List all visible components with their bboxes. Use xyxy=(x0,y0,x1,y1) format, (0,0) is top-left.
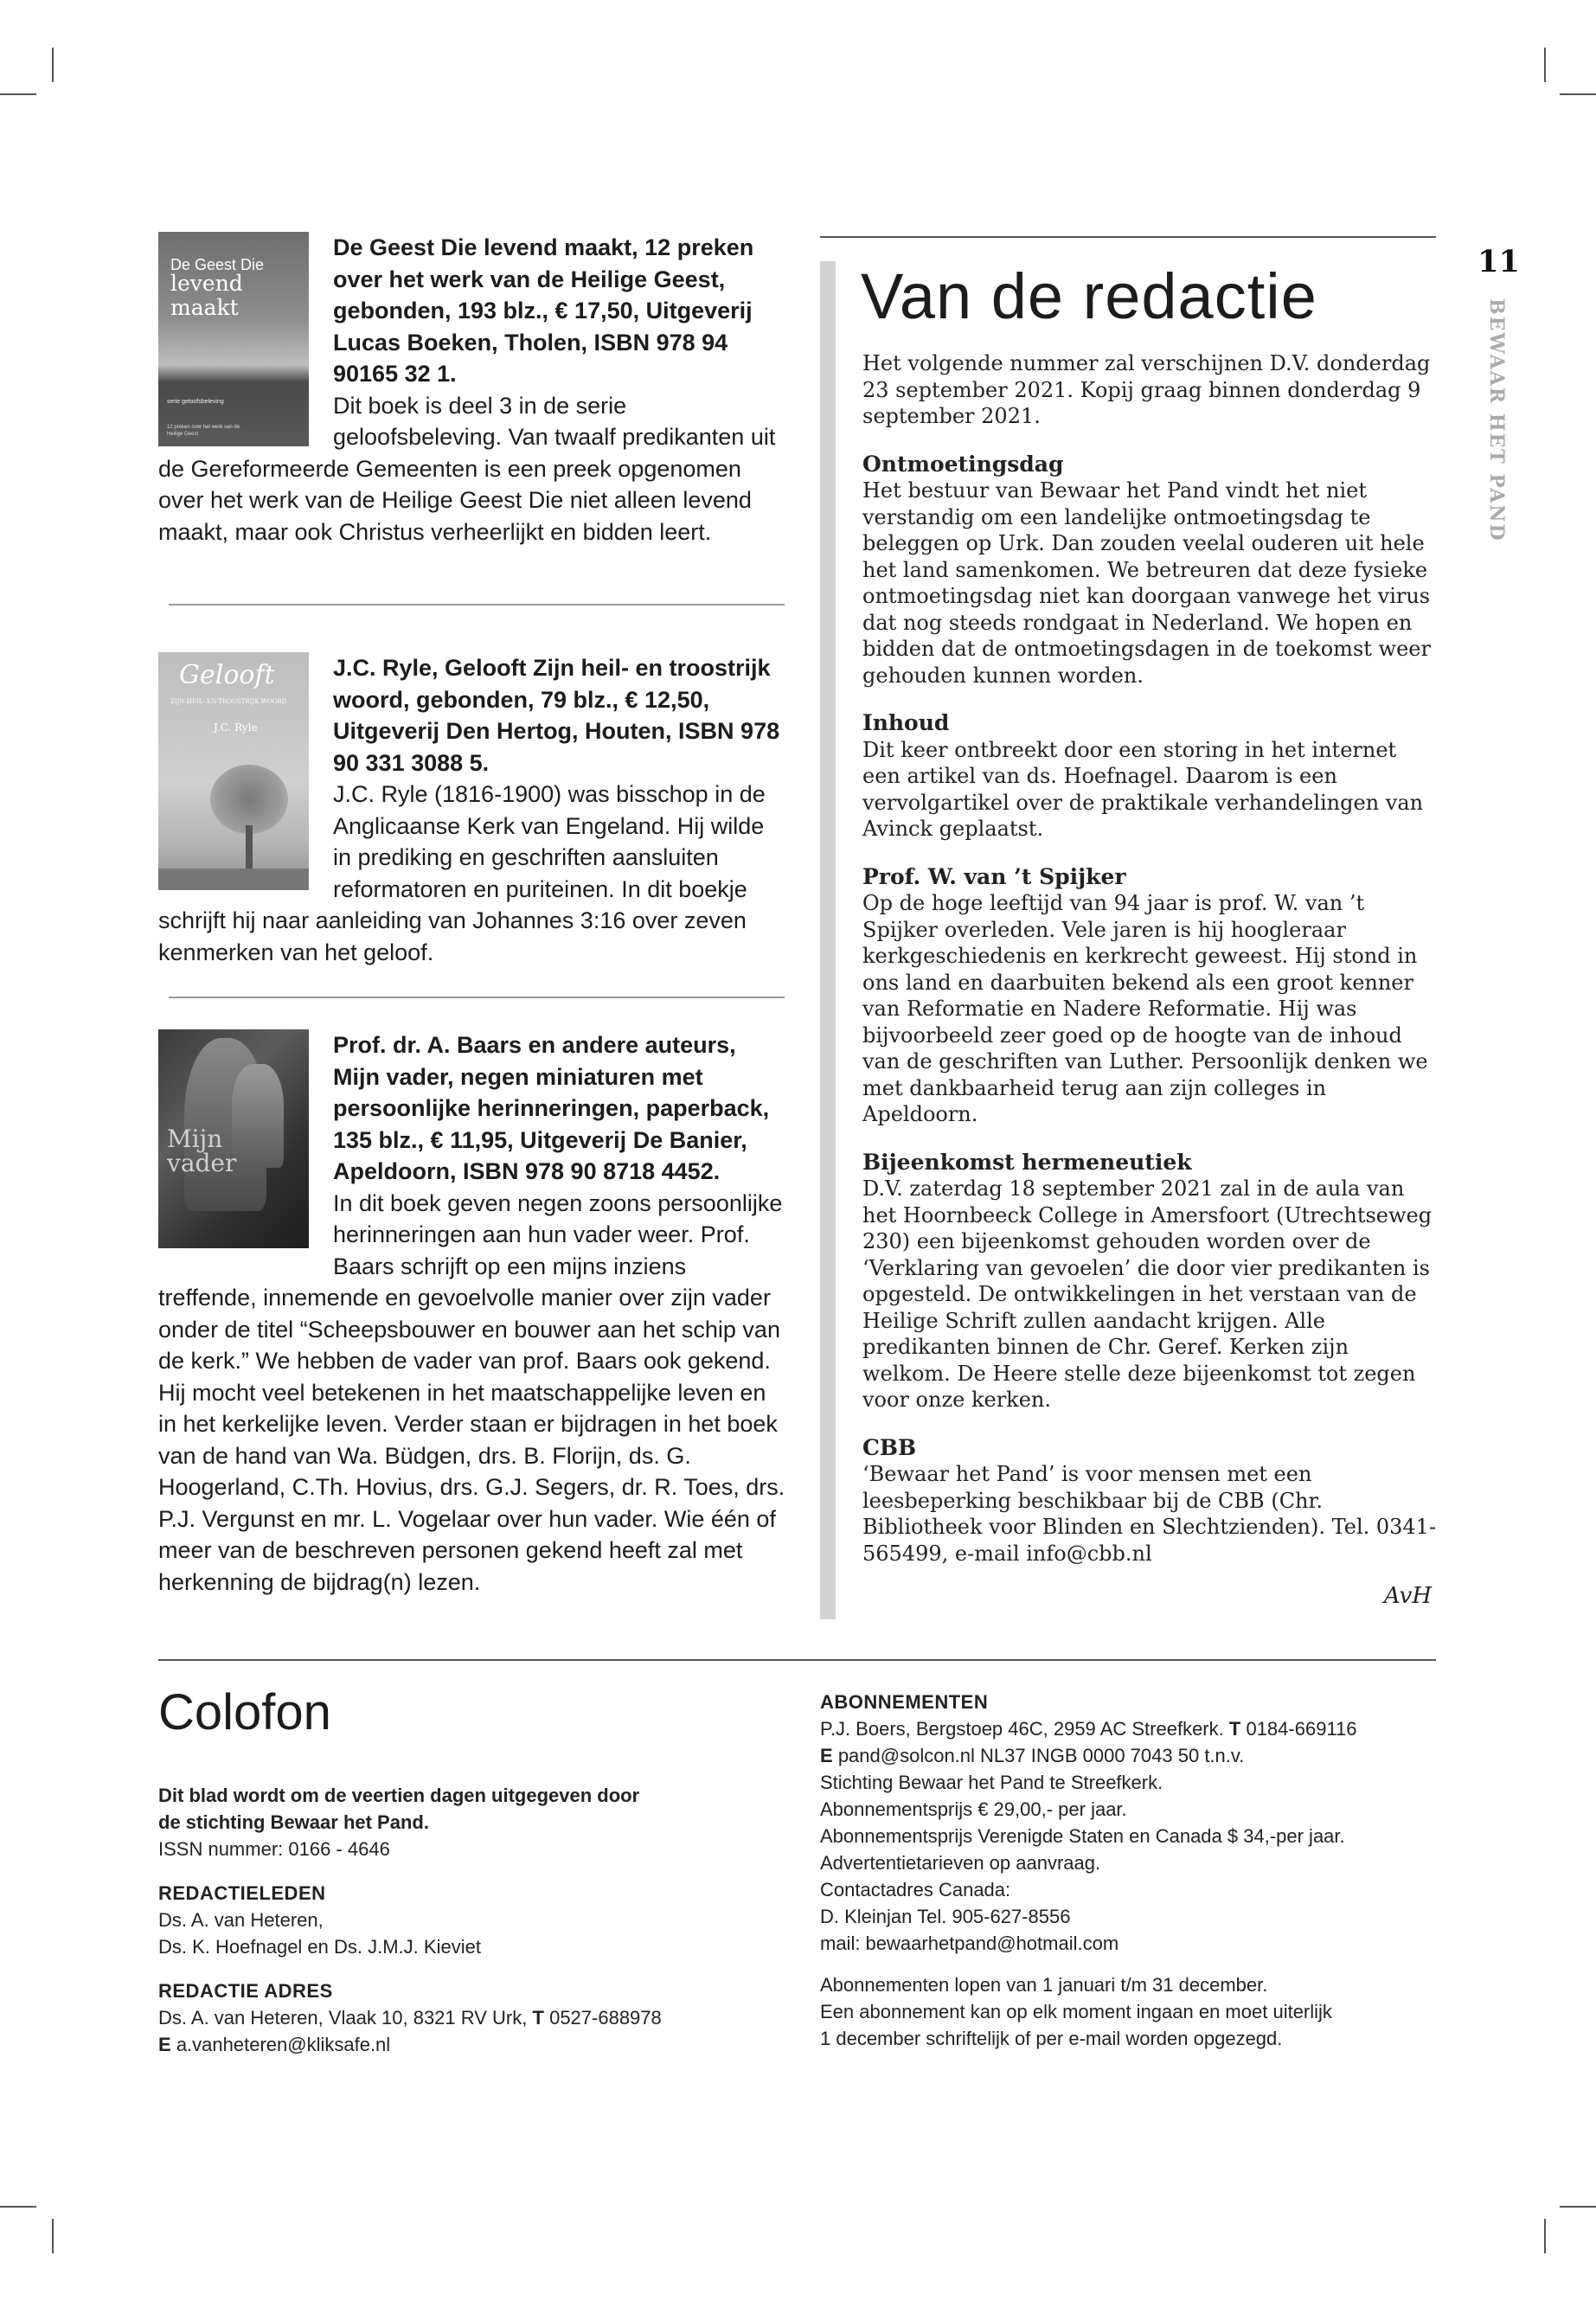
abonnementen-line: mail: bewaarhetpand@hotmail.com xyxy=(820,1932,1119,1954)
cover-subtitle: ZIJN HEIL- EN TROOSTRIJK WOORD xyxy=(170,698,287,705)
redactie-email: E a.vanheteren@kliksafe.nl xyxy=(158,2034,391,2055)
issn: ISSN nummer: 0166 - 4646 xyxy=(158,1838,390,1860)
review-text: In dit boek geven negen zoons persoonlijke herinneringen aan hun vader weer. Prof. Baars schrijft op een mijns inziens treffende, innemende en gevoelvolle manier over zijn vader onder de titel “Scheepsbouwer en bouwer aan het schip van de kerk.” We hebben de vader van prof. Baars ook gekend. Hij mocht veel betekenen in het maatschappelijke leven en in het kerkelijke leven. Verder staan er bijdragen in het boek van de hand van Wa. Büdgen, drs. B. Florijn, ds. G. Hoogerland, C.Th. Hovius, drs. G.J. Segers, dr. R. Toes, drs. P.J. Vergunst en mr. L. Vogelaar over hun vader. Wie één of meer van de beschreven personen gekend heeft zal met herkenning de bijdrag(n) lezen. xyxy=(158,1189,785,1595)
redactie-intro: Het volgende nummer zal verschijnen D.V. donderdag 23 september 2021. Kopij graag binnen donderdag 9 september 2021. xyxy=(862,351,1431,428)
book-cover-1 xyxy=(158,232,309,446)
book-review-3 xyxy=(158,1029,785,1598)
redactie-sidebar-bar xyxy=(820,261,836,1619)
section-title: Ontmoetingsdag xyxy=(862,451,1064,477)
section-text: D.V. zaterdag 18 september 2021 zal in de aula van het Hoornbeeck College in Amersfoort (Utrechtseweg 230) een bijeenkomst gehouden worden over de ‘Verklaring van gevoelen’ die door vier predikanten is opgesteld. De ontwikkelingen in het verstaan van de Heilige Schrift zullen aandacht krijgen. Alle predikanten binnen de Chr. Geref. Kerken zijn welkom. De Heere stelle deze bijeenkomst tot zegen voor onze kerken. xyxy=(862,1176,1433,1412)
review-title: De Geest Die levend maakt, 12 preken over het werk van de Heilige Geest, gebonden, 193 blz., € 17,50, Uitgeverij Lucas Boeken, Tholen, ISBN 978 94 90165 32 1. xyxy=(333,234,754,387)
abonnementen-line: Contactadres Canada: xyxy=(820,1879,1011,1900)
redactieleden: Ds. K. Hoefnagel en Ds. J.M.J. Kieviet xyxy=(158,1936,481,1958)
section-title: CBB xyxy=(862,1434,917,1460)
crop-mark xyxy=(0,2206,36,2208)
book-review-1 xyxy=(158,232,785,548)
colofon-rule xyxy=(158,1659,1436,1661)
crop-mark xyxy=(52,2219,54,2253)
book-cover-2 xyxy=(158,652,309,890)
crop-mark xyxy=(52,48,54,82)
redactieleden: Ds. A. van Heteren, xyxy=(158,1909,324,1931)
tree-image xyxy=(210,765,288,834)
redactie-adres: Ds. A. van Heteren, Vlaak 10, 8321 RV Urk, T 0527-688978 xyxy=(158,2007,662,2029)
abonnementen-line: Abonnementsprijs Verenigde Staten en Canada $ 34,-per jaar. xyxy=(820,1825,1345,1847)
section-title: Prof. W. van ’t Spijker xyxy=(862,863,1126,889)
crop-mark xyxy=(1560,2206,1596,2208)
abonnementen-address: P.J. Boers, Bergstoep 46C, 2959 AC Streefkerk. T 0184-669116 xyxy=(820,1718,1357,1740)
section-text: Dit keer ontbreekt door een storing in het internet een artikel van ds. Hoefnagel. Daarom is een vervolgartikel over de praktikale verhandelingen van Avinck geplaatst. xyxy=(862,737,1424,841)
abonnementen-line: Abonnementsprijs € 29,00,- per jaar. xyxy=(820,1798,1127,1820)
crop-mark xyxy=(1560,93,1596,95)
cover-subtitle: 12 preken over het werk van de Heilige Geest xyxy=(167,425,240,437)
ground xyxy=(158,868,309,890)
review-title: J.C. Ryle, Gelooft Zijn heil- en troostrijk woord, gebonden, 79 blz., € 12,50, Uitgeverij Den Hertog, Houten, ISBN 978 90 331 3088 5. xyxy=(333,655,780,776)
abonnementen-line: Advertentietarieven op aanvraag. xyxy=(820,1852,1101,1874)
redactie-heading: Van de redactie xyxy=(861,260,1317,332)
cover-title: Mijn xyxy=(167,1125,223,1153)
colofon-left xyxy=(158,1782,764,2058)
abonnementen-note: Abonnementen lopen van 1 januari t/m 31 december. xyxy=(820,1974,1268,1996)
book-review-2 xyxy=(158,652,785,968)
cover-title: De Geest Die xyxy=(170,256,265,273)
colofon-heading: Colofon xyxy=(158,1684,331,1740)
running-head: BEWAAR HET PAND xyxy=(1485,298,1508,542)
review-title: Prof. dr. A. Baars en andere auteurs, Mijn vader, negen miniaturen met persoonlijke herinneringen, paperback, 135 blz., € 11,95, Uitgeverij De Banier, Apeldoorn, ISBN 978 90 8718 4452. xyxy=(333,1032,770,1184)
review-text: J.C. Ryle (1816-1900) was bisschop in de Anglicaanse Kerk van Engeland. Hij wilde in prediking en geschriften aansluiten reformatoren en puriteinen. In dit boekje schrijft hij naar aanleiding van Johannes 3:16 over zeven kenmerken van het geloof. xyxy=(158,781,766,965)
cover-title: levend maakt xyxy=(170,271,243,320)
abonnementen-line: D. Kleinjan Tel. 905-627-8556 xyxy=(820,1906,1071,1927)
abonnementen-note: Een abonnement kan op elk moment ingaan en moet uiterlijk xyxy=(820,2001,1332,2022)
abonnementen-line: Stichting Bewaar het Pand te Streefkerk. xyxy=(820,1772,1163,1793)
abonnementen-email: E pand@solcon.nl NL37 INGB 0000 7043 50 t.n.v. xyxy=(820,1745,1245,1766)
redactie-adres-label: REDACTIE ADRES xyxy=(158,1980,333,2002)
section-title: Inhoud xyxy=(862,710,950,735)
cover-title: Gelooft xyxy=(179,660,275,690)
separator xyxy=(169,997,785,998)
colofon-right xyxy=(820,1689,1439,2052)
redactieleden-label: REDACTIELEDEN xyxy=(158,1882,326,1904)
abonnementen-note: 1 december schriftelijk of per e-mail worden opgezegd. xyxy=(820,2028,1283,2049)
section-title: Bijeenkomst hermeneutiek xyxy=(862,1149,1192,1175)
signature: AvH xyxy=(1383,1583,1432,1609)
abonnementen-label: ABONNEMENTEN xyxy=(820,1691,989,1713)
section-text: Op de hoge leeftijd van 94 jaar is prof. W. van ’t Spijker overleden. Vele jaren is hij hoogleraar kerkgeschiedenis en kerkrecht geweest. Hij stond in ons land en daarbuiten bekend als een groot kenner van Reformatie en Nadere Reformatie. Hij was bijvoorbeeld zeer goed op de hoogte van de inhoud van de geschriften van Luther. Persoonlijk denken we met dankbaarheid terug aan zijn colleges in Apeldoorn. xyxy=(862,891,1428,1126)
crop-mark xyxy=(0,93,36,95)
section-text: Het bestuur van Bewaar het Pand vindt het niet verstandig om een landelijke ontmoetingsdag te beleggen op Urk. Dan zouden veelal ouderen uit hele het land samenkomen. We betreuren dat deze fysieke ontmoetingsdag niet kan doorgaan vanwege het virus dat nog steeds rondgaat in Nederland. We hopen en bidden dat de ontmoetingsdagen in de toekomst weer gehouden kunnen worden. xyxy=(862,478,1431,688)
colofon-intro: Dit blad wordt om de veertien dagen uitgegeven door xyxy=(158,1785,640,1806)
review-text: Dit boek is deel 3 in de serie geloofsbeleving. Van twaalf predikanten uit de Gereformeerde Gemeenten is een preek opgenomen over het werk van de Heilige Geest Die niet alleen levend maakt, maar ook Christus verheerlijkt en bidden leert. xyxy=(158,392,776,545)
colofon-intro: de stichting Bewaar het Pand. xyxy=(158,1811,429,1833)
cover-title: vader xyxy=(167,1149,237,1177)
photo-figure xyxy=(232,1064,284,1168)
cover-author: J.C. Ryle xyxy=(214,721,258,734)
separator xyxy=(169,604,785,606)
redactie-body xyxy=(862,350,1438,1567)
section-text: ‘Bewaar het Pand’ is voor mensen met een leesbeperking beschikbaar bij de CBB (Chr. Bibliotheek voor Blinden en Slechtzienden). Tel. 0341- 565499, e-mail info@cbb.nl xyxy=(862,1462,1437,1566)
crop-mark xyxy=(1544,2219,1546,2253)
page-number: 11 xyxy=(1477,244,1520,279)
crop-mark xyxy=(1544,48,1546,82)
book-cover-3 xyxy=(158,1029,309,1248)
redactie-rule xyxy=(820,236,1436,238)
cover-series: serie geloofsbeleving xyxy=(167,399,224,405)
